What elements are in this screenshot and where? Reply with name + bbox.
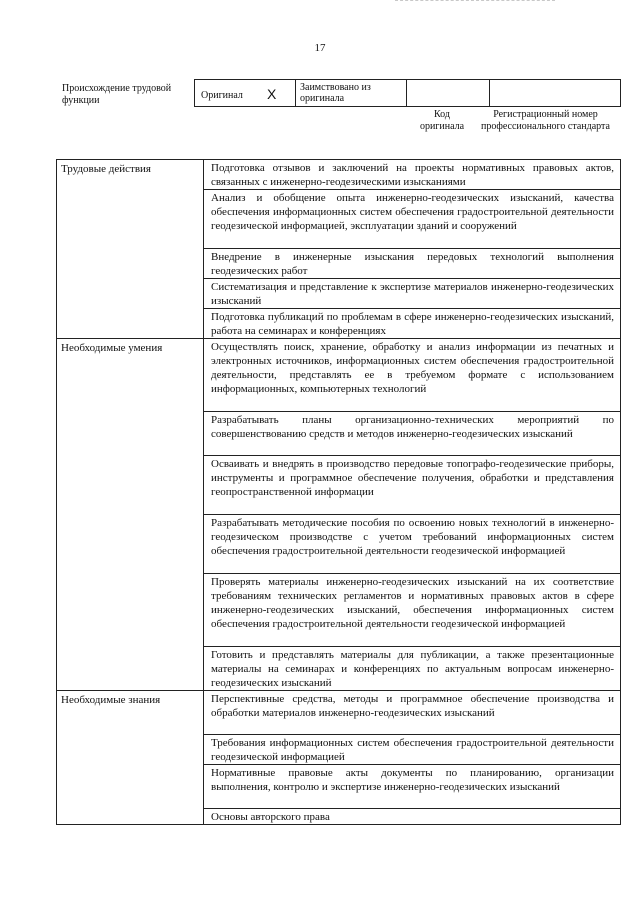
table-cell: Анализ и обобщение опыта инженерно-геодезических изысканий, качества обеспечения информационных систем обеспечения градостроительной деятельности геодезической информацией, эксплуатации зданий и сооружений: [204, 190, 621, 249]
origin-label: Происхождение трудовой функции: [62, 83, 172, 106]
labor-function-table: [56, 159, 621, 825]
origin-table: [194, 79, 621, 107]
page-number: 17: [314, 42, 326, 54]
code-label: Код оригинала: [419, 109, 465, 132]
table-row: [57, 691, 621, 735]
table-cell: Осуществлять поиск, хранение, обработку и анализ информации из печатных и электронных источников, информационных систем обеспечения градостроительной деятельности, представлять ее в требуемом формате с использованием информационных, компьютерных технологий: [204, 339, 621, 412]
table-row: [57, 339, 621, 412]
table-cell: Проверять материалы инженерно-геодезических изысканий на их соответствие требованиям технических регламентов и нормативных правовых актов в сфере инженерно-геодезических изысканий, обеспечения информационных систем обеспечения градостроительной деятельности геодезической информацией: [204, 574, 621, 647]
scan-artifact-line: [395, 0, 555, 1]
table-cell: Осваивать и внедрять в производство передовые топографо-геодезические приборы, инструменты и программное обеспечение получения, обработки и представления геопространственной информации: [204, 456, 621, 515]
table-cell: Основы авторского права: [204, 809, 621, 825]
section-title: Трудовые действия: [57, 160, 204, 339]
original-cell: [195, 80, 296, 106]
original-label: Оригинал: [201, 90, 243, 101]
table-cell: Подготовка публикаций по проблемам в сфере инженерно-геодезических изысканий, работа на семинарах и конференциях: [204, 309, 621, 339]
reg-number-label: Регистрационный номер профессионального стандарта: [481, 109, 610, 132]
code-cell: [407, 80, 490, 106]
section-title: Необходимые умения: [57, 339, 204, 691]
section-title: Необходимые знания: [57, 691, 204, 825]
table-cell: Готовить и представлять материалы для публикации, а также презентационные материалы на семинарах и конференциях по актуальным вопросам инженерно-геодезических изысканий: [204, 647, 621, 691]
original-mark: X: [267, 86, 277, 102]
table-cell: Подготовка отзывов и заключений на проекты нормативных правовых актов, связанных с инженерно-геодезическими изысканиями: [204, 160, 621, 190]
borrowed-label: Заимствовано из оригинала: [296, 80, 407, 106]
table-cell: Разрабатывать планы организационно-технических мероприятий по совершенствованию средств и методов инженерно-геодезических изысканий: [204, 412, 621, 456]
table-cell: Требования информационных систем обеспечения градостроительной деятельности геодезической информацией: [204, 735, 621, 765]
table-cell: Перспективные средства, методы и программное обеспечение производства и обработки материалов инженерно-геодезических изысканий: [204, 691, 621, 735]
table-cell: Систематизация и представление к экспертизе материалов инженерно-геодезических изысканий: [204, 279, 621, 309]
table-row: [57, 160, 621, 190]
table-cell: Внедрение в инженерные изыскания передовых технологий выполнения геодезических работ: [204, 249, 621, 279]
table-cell: Разрабатывать методические пособия по освоению новых технологий в инженерно-геодезическом производстве с учетом требований информационных систем обеспечения градостроительной деятельности геодезической информацией: [204, 515, 621, 574]
table-cell: Нормативные правовые акты документы по планированию, организации выполнения, контролю и экспертизе инженерно-геодезических изысканий: [204, 765, 621, 809]
